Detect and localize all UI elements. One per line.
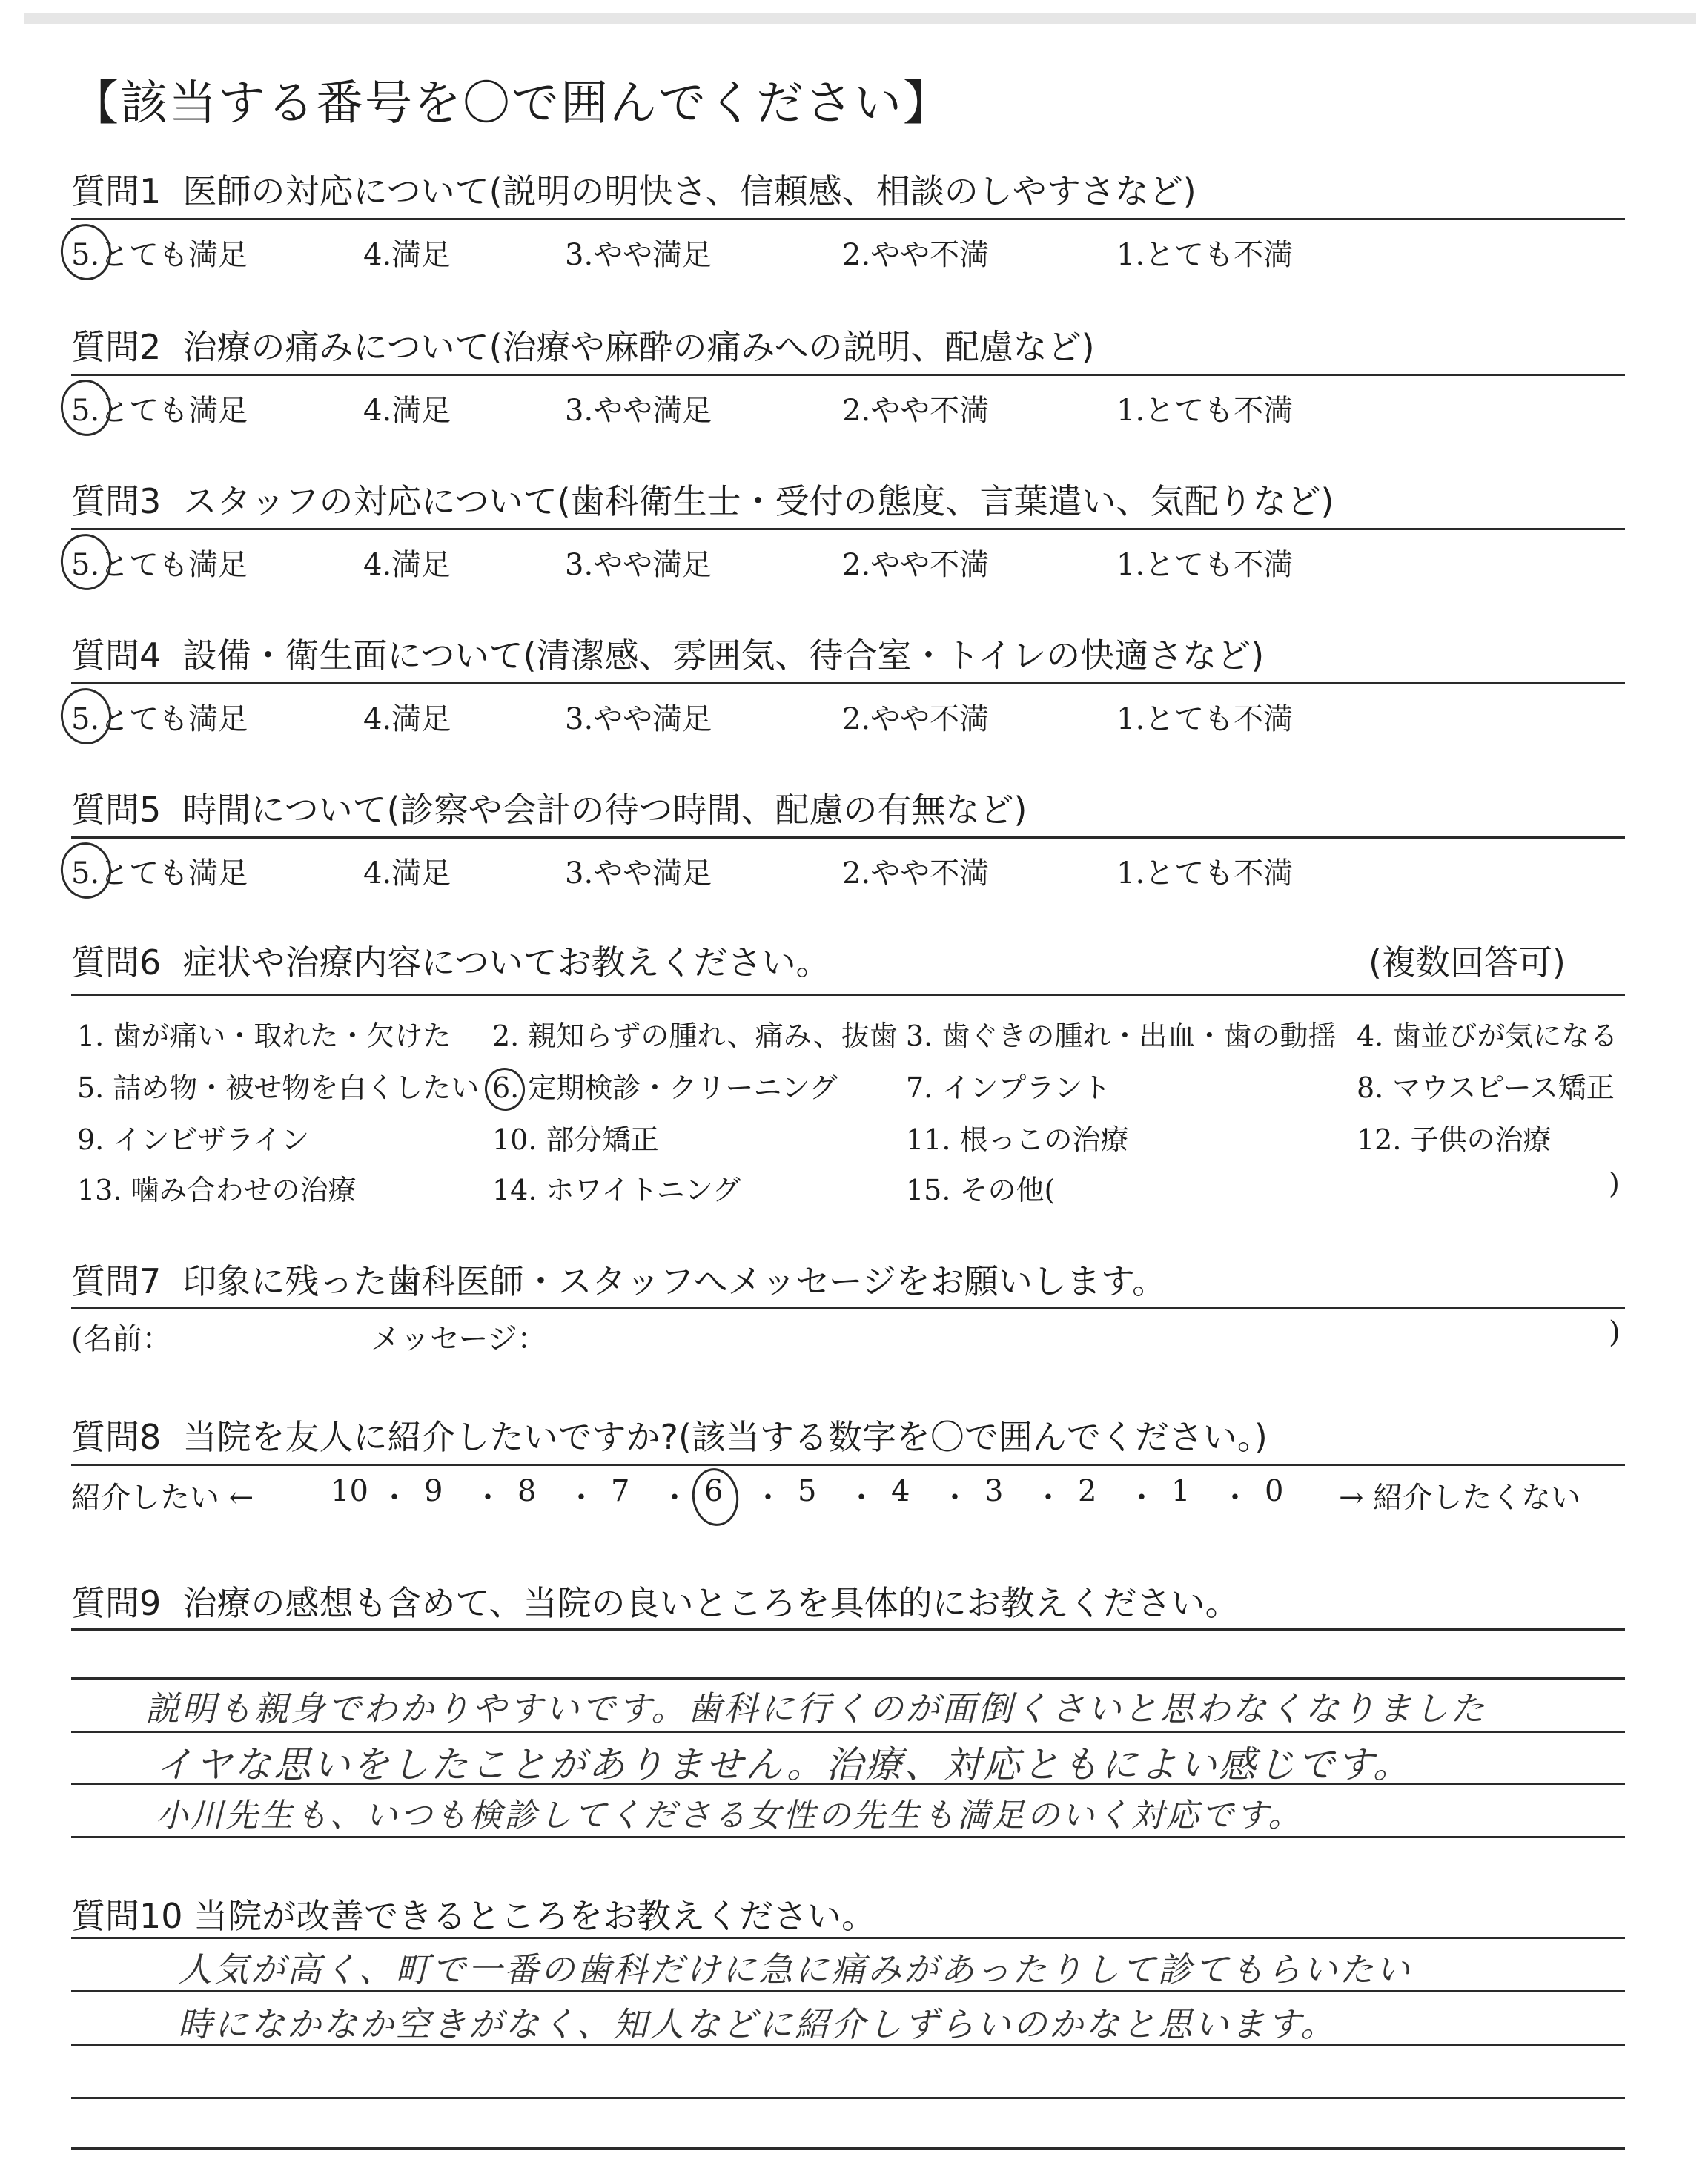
q4-option-2[interactable]: 2.やや不満 <box>842 702 990 736</box>
q7-name-label: (名前： <box>71 1322 172 1356</box>
q8-scale-3[interactable]: 3 <box>984 1474 1004 1508</box>
form-title: 【該当する番号を〇で囲んでください】 <box>71 76 952 131</box>
q6-label: 質問6 <box>71 942 162 982</box>
q6-option-13[interactable]: 13. 噛み合わせの治療 <box>77 1174 357 1206</box>
q1-title <box>71 165 1196 214</box>
q8-scale-separator: ・ <box>566 1481 596 1515</box>
q6-option-15[interactable]: 15. その他( <box>906 1174 1056 1206</box>
q10-label: 質問10 <box>71 1896 183 1936</box>
q8-scale-separator: ・ <box>1127 1481 1156 1515</box>
q6-text: 症状や治療内容についてお教えください。 <box>182 942 830 982</box>
q7-label: 質問7 <box>71 1261 162 1301</box>
q8-scale-2[interactable]: 2 <box>1078 1474 1097 1508</box>
q1-option-2[interactable]: 2.やや不満 <box>842 238 990 272</box>
q2-label: 質問2 <box>71 327 162 367</box>
q10-answer-line-1: 人気が高く、町で一番の歯科だけに急に痛みがあったりして診てもらいたい <box>178 1949 1412 1989</box>
q3-option-1[interactable]: 1.とても不満 <box>1116 548 1294 582</box>
q7-message-label: メッセージ： <box>371 1322 547 1356</box>
q3-option-5[interactable]: 5.とても満足 <box>71 548 248 582</box>
q2-text: 治療の痛みについて(治療や麻酔の痛みへの説明、配慮など) <box>182 327 1095 367</box>
q6-note: (複数回答可) <box>1368 942 1566 982</box>
q1-option-5[interactable]: 5.とても満足 <box>71 238 248 272</box>
q3-option-4[interactable]: 4.満足 <box>363 548 451 582</box>
q8-scale-0[interactable]: 0 <box>1265 1474 1284 1508</box>
q8-scale-8[interactable]: 8 <box>517 1474 537 1508</box>
q9-answer-line-1: 説明も親身でわかりやすいです。歯科に行くのが面倒くさいと思わなくなりました <box>145 1688 1487 1728</box>
q6-option-3[interactable]: 3. 歯ぐきの腫れ・出血・歯の動揺 <box>906 1020 1337 1052</box>
q5-option-4[interactable]: 4.満足 <box>363 856 451 891</box>
q10-rule <box>71 1937 1625 1939</box>
q5-rule <box>71 836 1625 839</box>
answer-line <box>71 1731 1625 1733</box>
q6-other-close-paren: ) <box>1609 1167 1620 1200</box>
q10-text: 当院が改善できるところをお教えください。 <box>193 1896 876 1936</box>
q2-option-3[interactable]: 3.やや満足 <box>565 394 712 428</box>
q4-option-5[interactable]: 5.とても満足 <box>71 702 248 736</box>
q6-option-8[interactable]: 8. マウスピース矯正 <box>1357 1071 1615 1104</box>
q5-option-5[interactable]: 5.とても満足 <box>71 856 248 891</box>
q9-label: 質問9 <box>71 1583 162 1623</box>
q6-option-9[interactable]: 9. インビザライン <box>77 1123 310 1156</box>
q1-option-3[interactable]: 3.やや満足 <box>565 238 712 272</box>
q5-text: 時間について(診察や会計の待つ時間、配慮の有無など) <box>182 790 1027 830</box>
q6-option-5[interactable]: 5. 詰め物・被せ物を白くしたい <box>77 1071 480 1104</box>
q10-title <box>71 1889 875 1938</box>
q3-label: 質問3 <box>71 481 162 521</box>
q9-title <box>71 1576 1239 1625</box>
q6-rule <box>71 994 1625 996</box>
q1-label: 質問1 <box>71 171 162 211</box>
q8-scale-separator: ・ <box>473 1481 503 1515</box>
q8-left-label: 紹介したい ← <box>71 1481 254 1515</box>
q9-answer-line-3: 小川先生も、いつも検診してくださる女性の先生も満足のいく対応です。 <box>156 1797 1303 1834</box>
q6-option-2[interactable]: 2. 親知らずの腫れ、痛み、抜歯 <box>492 1020 898 1052</box>
q1-text: 医師の対応について(説明の明快さ、信頼感、相談のしやすさなど) <box>182 171 1196 211</box>
q8-scale-5[interactable]: 5 <box>798 1474 817 1508</box>
q3-text: スタッフの対応について(歯科衛生士・受付の態度、言葉遣い、気配りなど) <box>182 481 1334 521</box>
q5-option-1[interactable]: 1.とても不満 <box>1116 856 1294 891</box>
handwritten-selection-circle <box>57 685 115 748</box>
q5-option-3[interactable]: 3.やや満足 <box>565 856 712 891</box>
q8-scale-separator: ・ <box>380 1481 409 1515</box>
q2-rule <box>71 374 1625 376</box>
q3-rule <box>71 528 1625 530</box>
q4-rule <box>71 682 1625 684</box>
q6-option-1[interactable]: 1. 歯が痛い・取れた・欠けた <box>77 1020 451 1052</box>
q4-option-1[interactable]: 1.とても不満 <box>1116 702 1294 736</box>
q9-answer-line-2: イヤな思いをしたことがありません。治療、対応ともによい感じです。 <box>156 1743 1412 1786</box>
q1-rule <box>71 218 1625 220</box>
q6-option-11[interactable]: 11. 根っこの治療 <box>906 1123 1129 1156</box>
handwritten-selection-circle <box>57 221 115 284</box>
handwritten-selection-circle <box>57 839 115 902</box>
answer-line <box>71 1677 1625 1680</box>
q9-text: 治療の感想も含めて、当院の良いところを具体的にお教えください。 <box>182 1583 1239 1623</box>
q8-title <box>71 1410 1268 1459</box>
q6-option-4[interactable]: 4. 歯並びが気になる <box>1357 1020 1618 1052</box>
q8-scale-4[interactable]: 4 <box>891 1474 910 1508</box>
q8-scale-separator: ・ <box>660 1481 689 1515</box>
q1-option-1[interactable]: 1.とても不満 <box>1116 238 1294 272</box>
q4-option-3[interactable]: 3.やや満足 <box>565 702 712 736</box>
q4-option-4[interactable]: 4.満足 <box>363 702 451 736</box>
q8-text: 当院を友人に紹介したいですか?(該当する数字を〇で囲んでください。) <box>182 1417 1268 1457</box>
answer-line <box>71 2147 1625 2150</box>
q3-option-2[interactable]: 2.やや不満 <box>842 548 990 582</box>
q6-option-12[interactable]: 12. 子供の治療 <box>1357 1123 1552 1156</box>
answer-line <box>71 1836 1625 1838</box>
q6-option-6[interactable]: 6. 定期検診・クリーニング <box>492 1071 838 1104</box>
q8-right-label: → 紹介したくない <box>1339 1481 1581 1515</box>
q2-option-5[interactable]: 5.とても満足 <box>71 394 248 428</box>
handwritten-selection-circle <box>57 377 115 440</box>
q6-option-14[interactable]: 14. ホワイトニング <box>492 1174 741 1206</box>
q9-rule <box>71 1628 1625 1631</box>
answer-line <box>71 2097 1625 2099</box>
q2-option-4[interactable]: 4.満足 <box>363 394 451 428</box>
q7-close-paren: ) <box>1609 1315 1621 1350</box>
q10-answer-line-2: 時になかなか空きがなく、知人などに紹介しずらいのかなと思います。 <box>178 2004 1337 2044</box>
q2-option-1[interactable]: 1.とても不満 <box>1116 394 1294 428</box>
q4-title <box>71 629 1264 678</box>
q1-option-4[interactable]: 4.満足 <box>363 238 451 272</box>
q2-option-2[interactable]: 2.やや不満 <box>842 394 990 428</box>
q8-scale-separator: ・ <box>940 1481 970 1515</box>
q8-label: 質問8 <box>71 1417 162 1457</box>
q2-title <box>71 320 1095 369</box>
q8-rule <box>71 1464 1625 1466</box>
handwritten-selection-circle <box>689 1465 742 1529</box>
q5-title <box>71 783 1027 832</box>
q8-scale-1[interactable]: 1 <box>1171 1474 1191 1508</box>
q5-option-2[interactable]: 2.やや不満 <box>842 856 990 891</box>
q8-scale-separator: ・ <box>1033 1481 1063 1515</box>
q8-scale-separator: ・ <box>753 1481 783 1515</box>
q5-label: 質問5 <box>71 790 162 830</box>
q4-label: 質問4 <box>71 635 162 676</box>
q6-option-7[interactable]: 7. インプラント <box>906 1071 1111 1104</box>
q7-rule <box>71 1307 1625 1309</box>
q8-scale-10[interactable]: 10 <box>331 1474 368 1508</box>
q7-title <box>71 1255 1166 1304</box>
q7-text: 印象に残った歯科医師・スタッフへメッセージをお願いします。 <box>182 1261 1167 1301</box>
q3-title <box>71 475 1334 524</box>
q6-option-10[interactable]: 10. 部分矯正 <box>492 1123 659 1156</box>
q4-text: 設備・衛生面について(清潔感、雰囲気、待合室・トイレの快適さなど) <box>182 635 1265 676</box>
q8-scale-6[interactable]: 6 <box>704 1474 724 1508</box>
scan-top-edge <box>24 13 1696 24</box>
q6-title <box>71 936 830 985</box>
q8-scale-separator: ・ <box>847 1481 876 1515</box>
q8-scale-9[interactable]: 9 <box>424 1474 443 1508</box>
q8-scale-7[interactable]: 7 <box>611 1474 630 1508</box>
q3-option-3[interactable]: 3.やや満足 <box>565 548 712 582</box>
handwritten-selection-circle <box>57 531 115 594</box>
q8-scale-separator: ・ <box>1220 1481 1250 1515</box>
